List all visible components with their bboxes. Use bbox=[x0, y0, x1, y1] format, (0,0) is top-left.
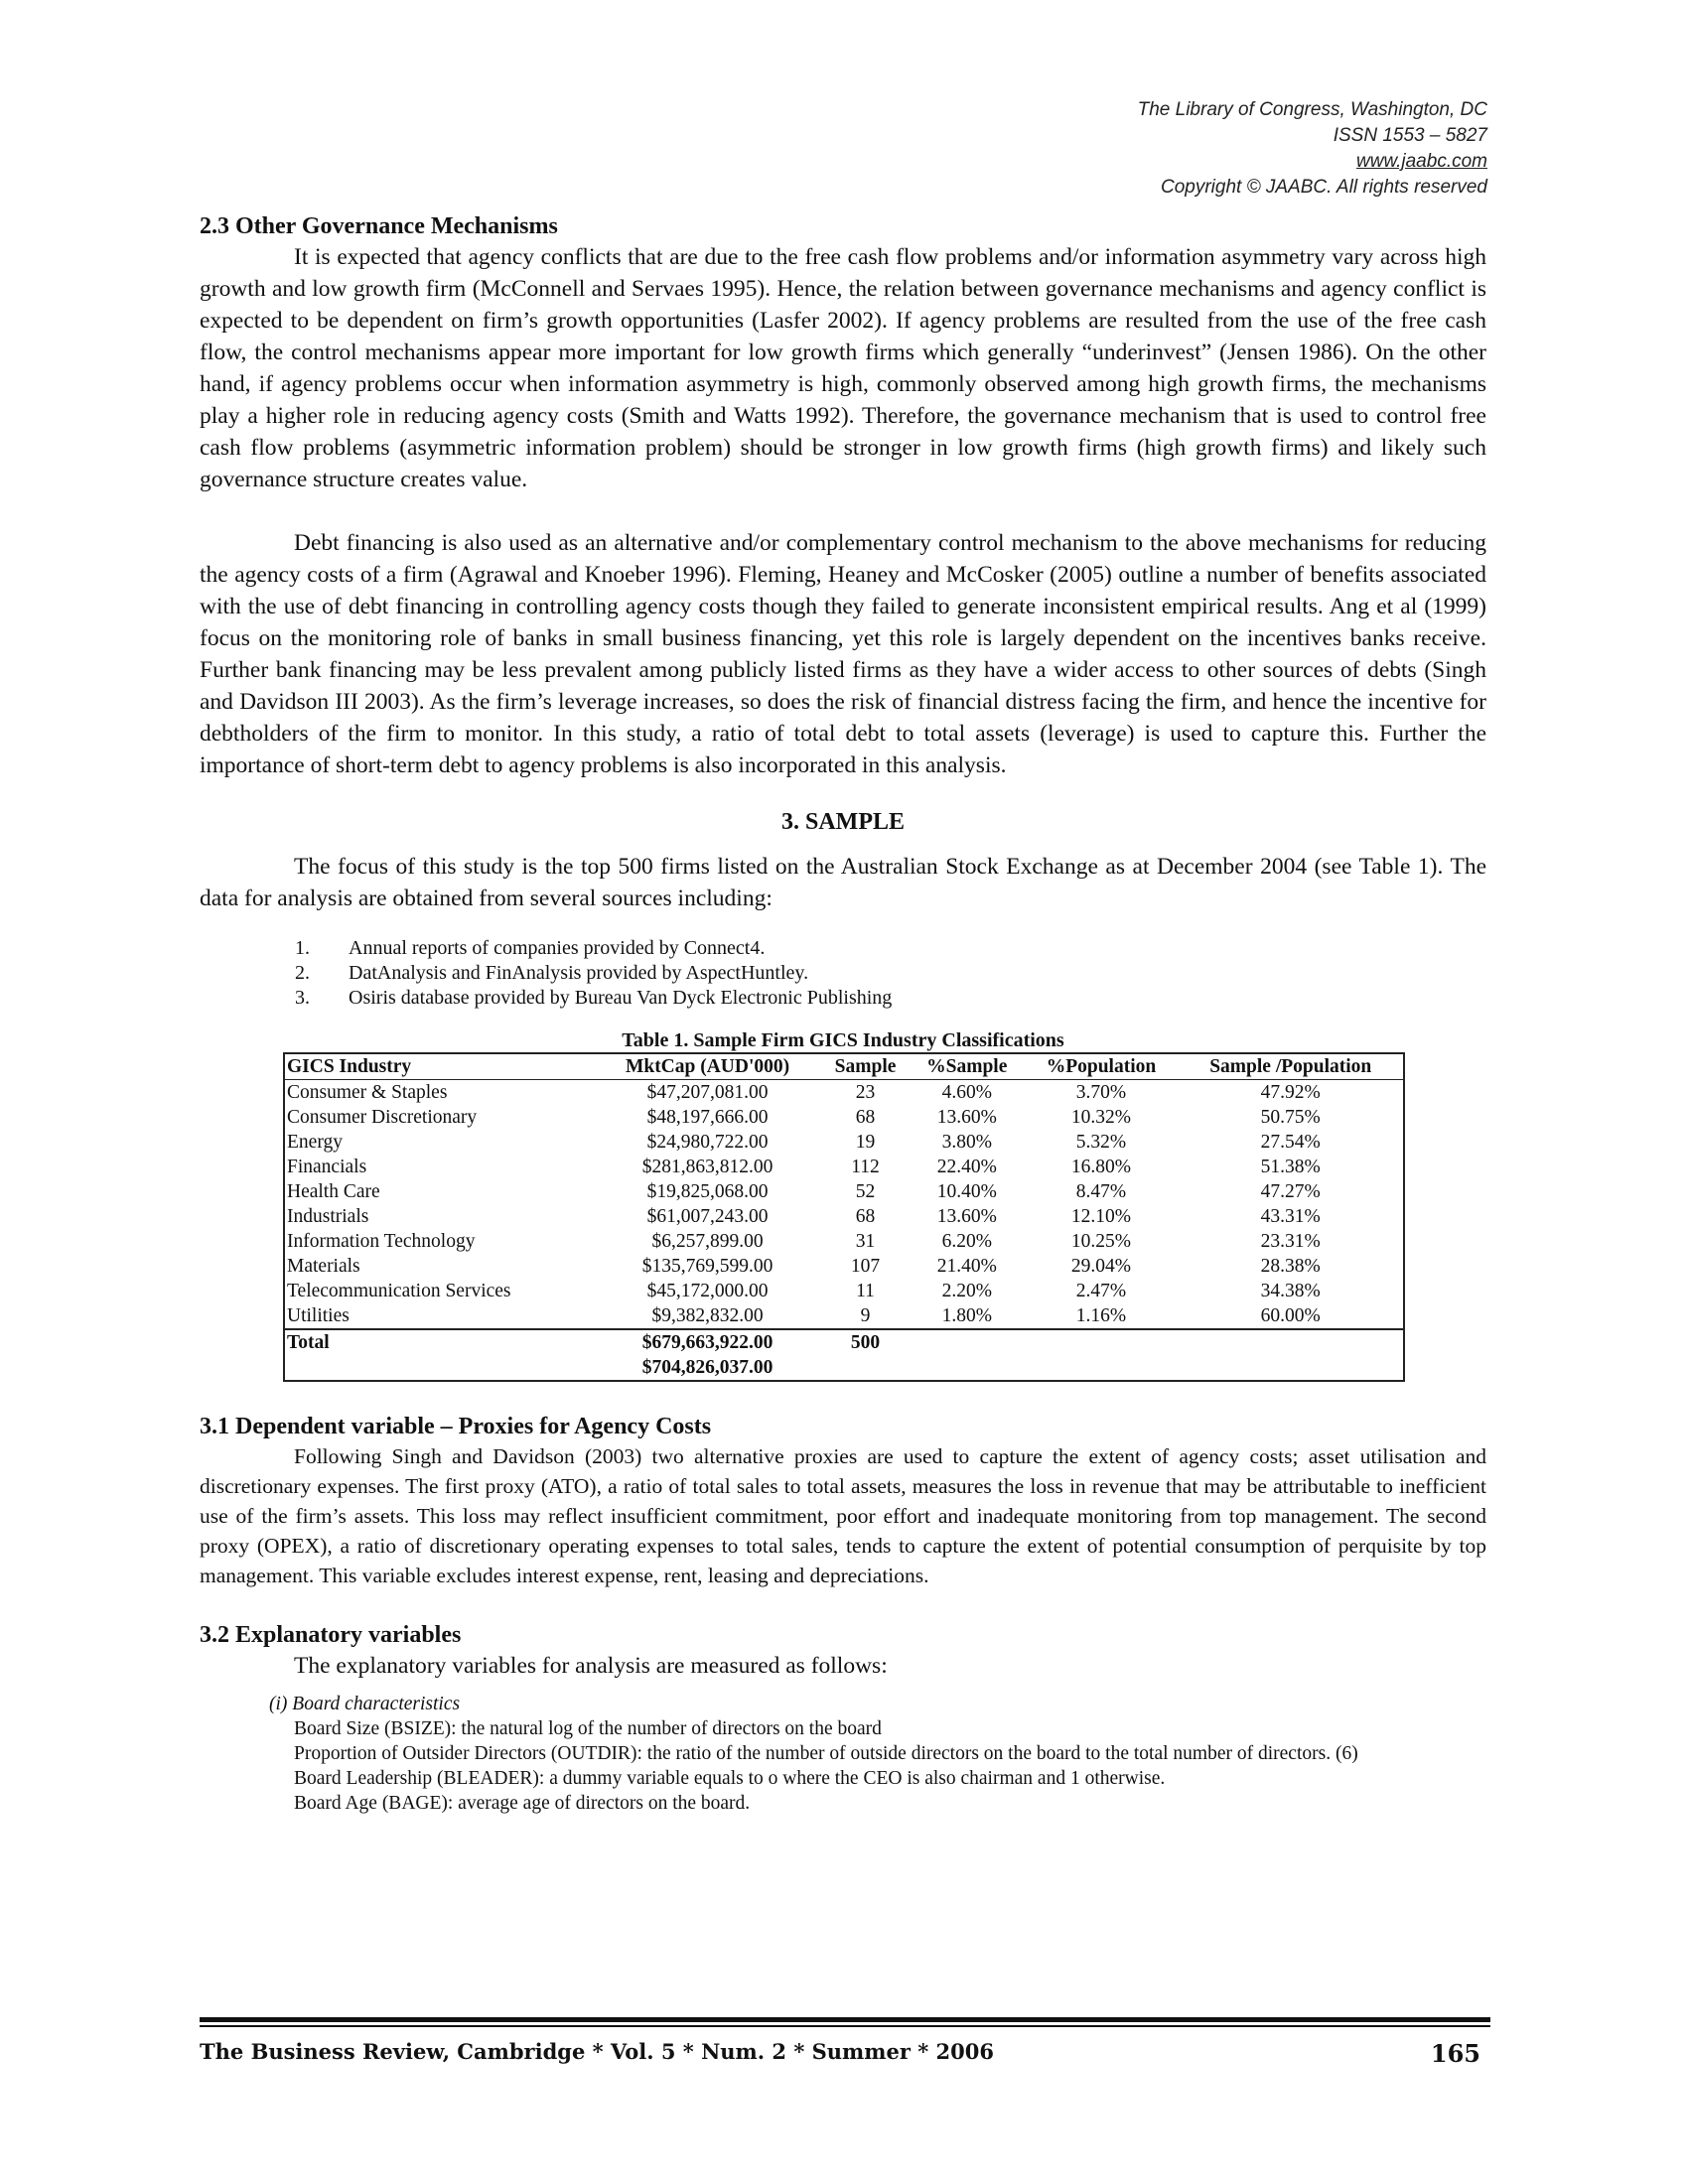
column-header: Sample bbox=[821, 1053, 910, 1080]
table-cell: 13.60% bbox=[936, 1107, 997, 1128]
table-body bbox=[284, 1080, 1404, 1330]
table-cell: 12.10% bbox=[1070, 1206, 1132, 1227]
table-cell bbox=[821, 1355, 910, 1381]
table-cell: 3.80% bbox=[941, 1132, 992, 1153]
table-cell bbox=[910, 1329, 1024, 1355]
table-cell: 6.20% bbox=[941, 1231, 992, 1252]
table-row bbox=[284, 1080, 1404, 1106]
header-line-2: ISSN 1553 – 5827 bbox=[1333, 125, 1487, 146]
table-cell: 23 bbox=[855, 1082, 876, 1103]
table-1 bbox=[283, 1052, 1405, 1382]
table-cell: $47,207,081.00 bbox=[646, 1082, 769, 1103]
section-3-title: 3. SAMPLE bbox=[780, 809, 905, 835]
table-cell: Consumer Discretionary bbox=[287, 1107, 478, 1128]
table-cell: 9 bbox=[860, 1305, 871, 1326]
table-cell: $281,863,812.00 bbox=[641, 1157, 774, 1177]
table-cell bbox=[1178, 1329, 1404, 1355]
list-item bbox=[200, 986, 1486, 1011]
list-item bbox=[200, 961, 1486, 986]
table-cell: 47.27% bbox=[1260, 1181, 1321, 1202]
header-line-4: Copyright © JAABC. All rights reserved bbox=[1160, 177, 1487, 198]
table-cell: 52 bbox=[855, 1181, 876, 1202]
list-item-number: 2. bbox=[295, 962, 310, 984]
table-row bbox=[284, 1254, 1404, 1279]
table-cell: 68 bbox=[855, 1206, 876, 1227]
footer-rule-thick bbox=[200, 2017, 1490, 2022]
section-2-3-title: 2.3 Other Governance Mechanisms bbox=[200, 213, 558, 239]
footer-journal: The Business Review, Cambridge * Vol. 5 * Num. 2 * Summer * 2006 bbox=[200, 2039, 994, 2064]
table-cell: 2.20% bbox=[941, 1281, 992, 1301]
table-row bbox=[284, 1279, 1404, 1303]
list-item-text: Osiris database provided by Bureau Van Dyck Electronic Publishing bbox=[349, 987, 893, 1009]
table-cell bbox=[284, 1355, 594, 1381]
column-header: %Population bbox=[1024, 1053, 1178, 1080]
table-cell: Telecommunication Services bbox=[287, 1281, 511, 1301]
table-cell: 112 bbox=[851, 1157, 880, 1177]
variable-item: Board Leadership (BLEADER): a dummy variable equals to o where the CEO is also chairman and 1 otherwise. bbox=[294, 1768, 1166, 1789]
table-cell bbox=[910, 1355, 1024, 1381]
table-cell: 13.60% bbox=[936, 1206, 997, 1227]
total-mktcap: $679,663,922.00 bbox=[594, 1329, 821, 1355]
sources-list bbox=[200, 936, 1486, 1011]
table-cell: $135,769,599.00 bbox=[641, 1256, 774, 1277]
table-row bbox=[284, 1204, 1404, 1229]
section-3-1-paragraph: Following Singh and Davidson (2003) two alternative proxies are used to capture the extent of agency costs; asset utilisation and discretionary expenses. The first proxy (ATO), a ratio of total sales to total assets, measures the loss in revenue that may be attributable to inefficient use of the firm’s assets. This loss may reflect insufficient commitment, poor effort and inadequate monitoring from top management. The second proxy (OPEX), a ratio of discretionary operating expenses to total sales, tends to capture the extent of potential consumption of perquisite by top management. This variable excludes interest expense, rent, leasing and depreciations. bbox=[200, 1444, 1486, 1587]
table-cell: Consumer & Staples bbox=[287, 1082, 448, 1103]
table-cell: 107 bbox=[850, 1256, 881, 1277]
table-cell: 10.40% bbox=[936, 1181, 997, 1202]
table-cell: 31 bbox=[855, 1231, 876, 1252]
table-header-row bbox=[284, 1053, 1404, 1080]
table-cell: Industrials bbox=[287, 1206, 369, 1227]
table-1-caption: Table 1. Sample Firm GICS Industry Classifications bbox=[622, 1029, 1064, 1051]
table-cell: Information Technology bbox=[287, 1231, 476, 1252]
table-row bbox=[284, 1229, 1404, 1254]
table-cell: 34.38% bbox=[1260, 1281, 1321, 1301]
table-cell: 47.92% bbox=[1260, 1082, 1321, 1103]
page-header bbox=[892, 97, 1487, 201]
page-content bbox=[200, 211, 1486, 1816]
table-cell: 27.54% bbox=[1260, 1132, 1321, 1153]
table-cell: $19,825,068.00 bbox=[646, 1181, 769, 1202]
table-total-row bbox=[284, 1329, 1404, 1355]
table-cell: $45,172,000.00 bbox=[646, 1281, 769, 1301]
table-cell: 28.38% bbox=[1260, 1256, 1321, 1277]
table-cell: Materials bbox=[287, 1256, 360, 1277]
table-cell: Utilities bbox=[287, 1305, 350, 1326]
table-cell: Financials bbox=[287, 1157, 367, 1177]
table-cell: 1.16% bbox=[1075, 1305, 1127, 1326]
table-cell: $24,980,722.00 bbox=[646, 1132, 769, 1153]
table-cell: $9,382,832.00 bbox=[651, 1305, 764, 1326]
list-item-text: DatAnalysis and FinAnalysis provided by AspectHuntley. bbox=[349, 962, 809, 984]
table-cell bbox=[1024, 1355, 1178, 1381]
table-cell: Energy bbox=[287, 1132, 343, 1153]
table-cell: 60.00% bbox=[1260, 1305, 1321, 1326]
table-row bbox=[284, 1303, 1404, 1329]
table-row bbox=[284, 1155, 1404, 1179]
table-cell: 50.75% bbox=[1260, 1107, 1321, 1128]
table-cell: 5.32% bbox=[1075, 1132, 1127, 1153]
header-line-1: The Library of Congress, Washington, DC bbox=[1137, 99, 1487, 120]
page-number: 165 bbox=[1430, 2039, 1480, 2068]
page-footer bbox=[200, 2039, 1480, 2068]
column-header: Sample /Population bbox=[1178, 1053, 1404, 1080]
table-cell: 16.80% bbox=[1070, 1157, 1132, 1177]
table-cell: 51.38% bbox=[1260, 1157, 1321, 1177]
variable-item: Board Age (BAGE): average age of directors on the board. bbox=[294, 1793, 751, 1814]
table-cell: 22.40% bbox=[936, 1157, 997, 1177]
table-cell: 3.70% bbox=[1075, 1082, 1127, 1103]
table-cell: 4.60% bbox=[941, 1082, 992, 1103]
table-cell: $6,257,899.00 bbox=[651, 1231, 764, 1252]
table-total-row-2 bbox=[284, 1355, 1404, 1381]
column-header: GICS Industry bbox=[284, 1053, 594, 1080]
section-3-1-title: 3.1 Dependent variable – Proxies for Agency Costs bbox=[200, 1414, 712, 1439]
table-cell: $61,007,243.00 bbox=[646, 1206, 769, 1227]
variable-item: Proportion of Outsider Directors (OUTDIR): the ratio of the number of outside directors on the board to the total number of directors. (6) bbox=[294, 1743, 1358, 1764]
table-cell: 19 bbox=[855, 1132, 876, 1153]
table-cell: Health Care bbox=[287, 1181, 380, 1202]
total-label: Total bbox=[284, 1329, 594, 1355]
table-cell: 10.25% bbox=[1070, 1231, 1132, 1252]
section-3-2-title: 3.2 Explanatory variables bbox=[200, 1622, 462, 1648]
table-cell: 23.31% bbox=[1260, 1231, 1321, 1252]
section-3-2-paragraph: The explanatory variables for analysis are measured as follows: bbox=[294, 1653, 888, 1679]
table-cell: 10.32% bbox=[1070, 1107, 1132, 1128]
variable-group-title: (i) Board characteristics bbox=[269, 1694, 461, 1714]
list-item bbox=[200, 936, 1486, 961]
list-item-number: 3. bbox=[295, 987, 310, 1009]
table-cell: 1.80% bbox=[941, 1305, 992, 1326]
table-cell bbox=[1024, 1329, 1178, 1355]
table-cell: 29.04% bbox=[1070, 1256, 1132, 1277]
table-cell: 21.40% bbox=[936, 1256, 997, 1277]
list-item-text: Annual reports of companies provided by Connect4. bbox=[349, 937, 766, 959]
list-item-number: 1. bbox=[295, 937, 310, 959]
total-mktcap-2: $704,826,037.00 bbox=[641, 1357, 774, 1378]
table-cell: 8.47% bbox=[1075, 1181, 1127, 1202]
header-url-link[interactable]: www.jaabc.com bbox=[1356, 151, 1487, 172]
table-cell: 11 bbox=[856, 1281, 875, 1301]
column-header: %Sample bbox=[910, 1053, 1024, 1080]
variable-item: Board Size (BSIZE): the natural log of the number of directors on the board bbox=[294, 1718, 882, 1739]
table-cell: $48,197,666.00 bbox=[646, 1107, 769, 1128]
table-row bbox=[284, 1130, 1404, 1155]
column-header: MktCap (AUD'000) bbox=[594, 1053, 821, 1080]
table-row bbox=[284, 1105, 1404, 1130]
table-cell: 68 bbox=[855, 1107, 876, 1128]
section-3-paragraph-1: The focus of this study is the top 500 firms listed on the Australian Stock Exchange as at December 2004 (see Table 1). The data for analysis are obtained from several sources including: bbox=[200, 854, 1486, 911]
section-2-3-paragraph-2: Debt financing is also used as an alternative and/or complementary control mechanism to the above mechanisms for reducing the agency costs of a firm (Agrawal and Knoeber 1996). Fleming, Heaney and McCosker (2005) outline a number of benefits associated with the use of debt financing in controlling agency costs though they failed to generate inconsistent empirical results. Ang et al (1999) focus on the monitoring role of banks in small business financing, yet this role is largely dependent on the incentives banks receive. Further bank financing may be less prevalent among publicly listed firms as they have a wider access to other sources of debts (Singh and Davidson III 2003). As the firm’s leverage increases, so does the risk of financial distress facing the firm, and hence the incentive for debtholders of the firm to monitor. In this study, a ratio of total debt to total assets (leverage) is used to capture this. Further the importance of short-term debt to agency problems is also incorporated in this analysis. bbox=[200, 530, 1486, 778]
explanatory-variables bbox=[200, 1692, 1486, 1816]
section-2-3-paragraph-1: It is expected that agency conflicts that are due to the free cash flow problems and/or information asymmetry vary across high growth and low growth firm (McConnell and Servaes 1995). Hence, the relation between governance mechanisms and agency conflict is expected to be dependent on firm’s growth opportunities (Lasfer 2002). If agency problems are resulted from the use of the free cash flow, the control mechanisms appear more important for low growth firms which generally “underinvest” (Jensen 1986). On the other hand, if agency problems occur when information asymmetry is high, commonly observed among high growth firms, the mechanisms play a higher role in reducing agency costs (Smith and Watts 1992). Therefore, the governance mechanism that is used to control free cash flow problems (asymmetric information problem) should be stronger in low growth firms (high growth firms) and likely such governance structure creates value. bbox=[200, 244, 1486, 492]
table-cell: 43.31% bbox=[1260, 1206, 1321, 1227]
table-cell: 2.47% bbox=[1075, 1281, 1127, 1301]
table-cell bbox=[1178, 1355, 1404, 1381]
table-row bbox=[284, 1179, 1404, 1204]
total-sample: 500 bbox=[821, 1329, 910, 1355]
footer-rule-thin bbox=[200, 2025, 1490, 2027]
